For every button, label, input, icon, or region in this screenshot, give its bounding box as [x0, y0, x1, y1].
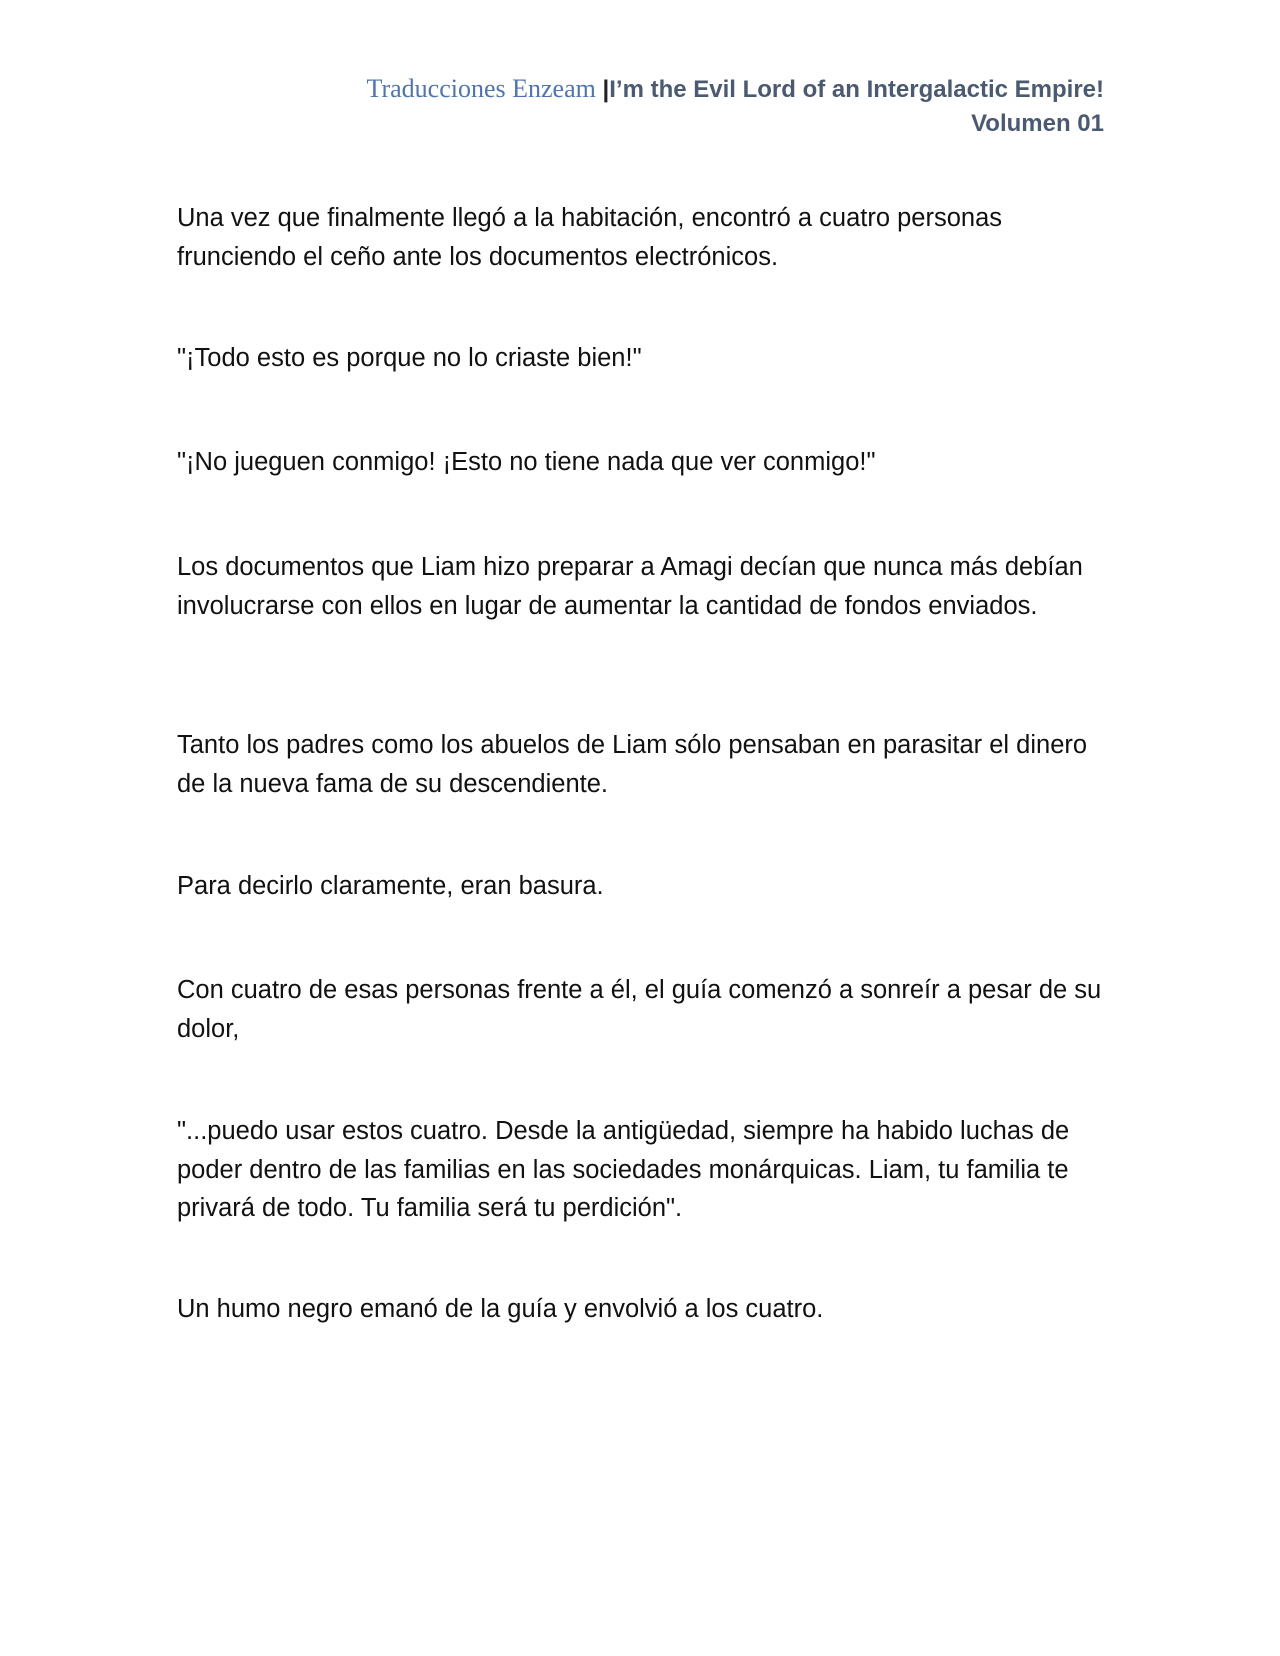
paragraph: "¡No jueguen conmigo! ¡Esto no tiene nada que ver conmigo!" — [177, 448, 876, 476]
translator-brand: Traducciones Enzeam — [366, 74, 596, 103]
paragraph: Un humo negro emanó de la guía y envolvió a los cuatro. — [177, 1295, 824, 1323]
paragraph: Los documentos que Liam hizo preparar a Amagi decían que nunca más debían involucrarse con ellos en lugar de aumentar la cantidad de fondos enviados. — [177, 553, 1083, 620]
paragraph: Tanto los padres como los abuelos de Liam sólo pensaban en parasitar el dinero de la nueva fama de su descendiente. — [177, 731, 1088, 798]
header-title-line — [104, 72, 1104, 107]
paragraph: Una vez que finalmente llegó a la habitación, encontró a cuatro personas frunciendo el ceño ante los documentos electrónicos. — [177, 204, 1003, 271]
paragraph: "¡Todo esto es porque no lo criaste bien!" — [177, 344, 642, 372]
paragraph: "...puedo usar estos cuatro. Desde la antigüedad, siempre ha habido luchas de poder dentro de las familias en las sociedades monárquicas. Liam, tu familia te privará de todo. Tu familia será tu perdición". — [177, 1117, 1070, 1222]
page-header — [104, 72, 1104, 141]
paragraph: Para decirlo claramente, eran basura. — [177, 872, 604, 900]
header-separator: | — [602, 76, 610, 103]
series-title: I’m the Evil Lord of an Intergalactic Empire! — [609, 76, 1104, 103]
paragraph: Con cuatro de esas personas frente a él, el guía comenzó a sonreír a pesar de su dolor, — [177, 976, 1102, 1043]
volume-label: Volumen 01 — [971, 110, 1104, 137]
